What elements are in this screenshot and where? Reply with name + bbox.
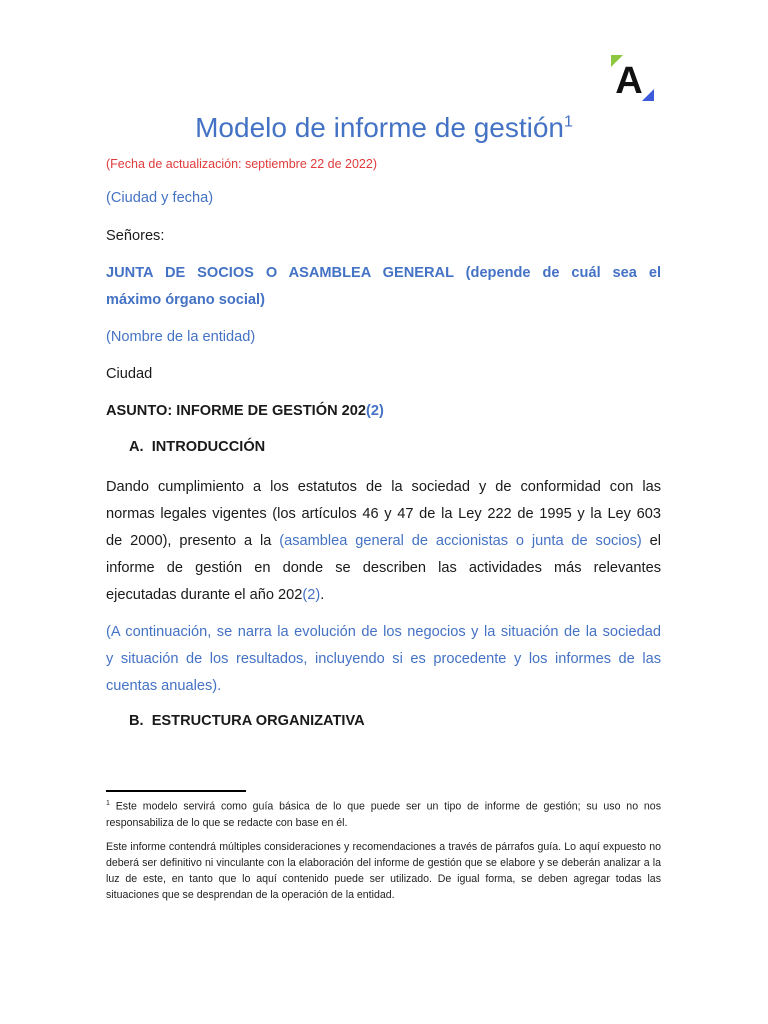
document-title: [0, 108, 768, 148]
footnote-separator: [106, 790, 246, 792]
logo-blue-accent: [642, 89, 654, 101]
intro-line-5-end: .: [320, 587, 325, 603]
footnote-1-marker: 1: [106, 800, 110, 807]
guide-line-1: (A continuación, se narra la evolución de los negocios y la situación de la sociedad: [106, 624, 661, 640]
footnote-2: Este informe contendrá múltiples consideraciones y recomendaciones a través de párrafos guía. Lo aquí expuesto no deberá ser definitivo ni vinculante con la elaboración del informe de gestión que se elabore y se deberán analizar a la luz de este, en tanto que lo aquí contenido puede ser utilizado. De igual forma, se deben agregar todas las situaciones que se desprendan de la operación de la entidad.: [106, 841, 661, 901]
intro-line-1: Dando cumplimiento a los estatutos de la sociedad y de conformidad con las: [106, 479, 661, 495]
salutation: Señores:: [106, 228, 165, 244]
city-date-placeholder: (Ciudad y fecha): [106, 190, 214, 206]
section-a-heading: [129, 434, 684, 461]
intro-line-2: normas legales vigentes (los artículos 46 y 47 de la Ley 222 de 1995 y la Ley 603: [106, 506, 661, 522]
intro-paragraph: [106, 474, 661, 609]
subject-year-placeholder: (2): [366, 403, 384, 419]
section-b-heading: [129, 708, 684, 735]
title-footnote-ref: 1: [564, 113, 573, 131]
subject-text: ASUNTO: INFORME DE GESTIÓN 202: [106, 403, 367, 419]
section-b-letter: B.: [129, 713, 144, 729]
footnote-1: [106, 796, 661, 831]
addressee: [106, 260, 661, 314]
assembly-placeholder: (asamblea general de accionistas o junta de socios): [279, 533, 642, 549]
year-placeholder: (2): [302, 587, 321, 603]
logo-letter: A: [615, 60, 643, 101]
title-text: Modelo de informe de gestión: [195, 112, 564, 143]
guide-paragraph: [106, 619, 661, 700]
section-a-letter: A.: [129, 439, 144, 455]
subject-line: [106, 398, 661, 425]
entity-name-placeholder: (Nombre de la entidad): [106, 329, 256, 345]
addressee-line-2: máximo órgano social): [106, 292, 265, 308]
intro-line-5: [106, 582, 661, 609]
footnote-1-text: Este modelo servirá como guía básica de lo que puede ser un tipo de informe de gestión; su uso no nos responsabiliza de lo que se redacte con base en él.: [106, 800, 661, 829]
intro-line-3: [106, 528, 661, 555]
update-note: (Fecha de actualización: septiembre 22 de 2022): [106, 157, 377, 171]
section-a-title: INTRODUCCIÓN: [151, 439, 266, 455]
publisher-logo-icon: [610, 55, 654, 101]
guide-line-2: y situación de los resultados, incluyendo si es procedente y los informes de las: [106, 651, 661, 667]
addressee-line-1: JUNTA DE SOCIOS O ASAMBLEA GENERAL (depende de cuál sea el: [106, 265, 661, 281]
intro-line-3-text: de 2000), presento a la: [106, 533, 280, 549]
intro-line-4: informe de gestión en donde se describen las actividades más relevantes: [106, 560, 661, 576]
intro-line-3-end: el: [641, 533, 661, 549]
intro-line-5-text: ejecutadas durante el año 202: [106, 587, 303, 603]
city-line: Ciudad: [106, 366, 153, 382]
guide-line-3: cuentas anuales).: [106, 678, 222, 694]
section-b-title: ESTRUCTURA ORGANIZATIVA: [151, 713, 365, 729]
